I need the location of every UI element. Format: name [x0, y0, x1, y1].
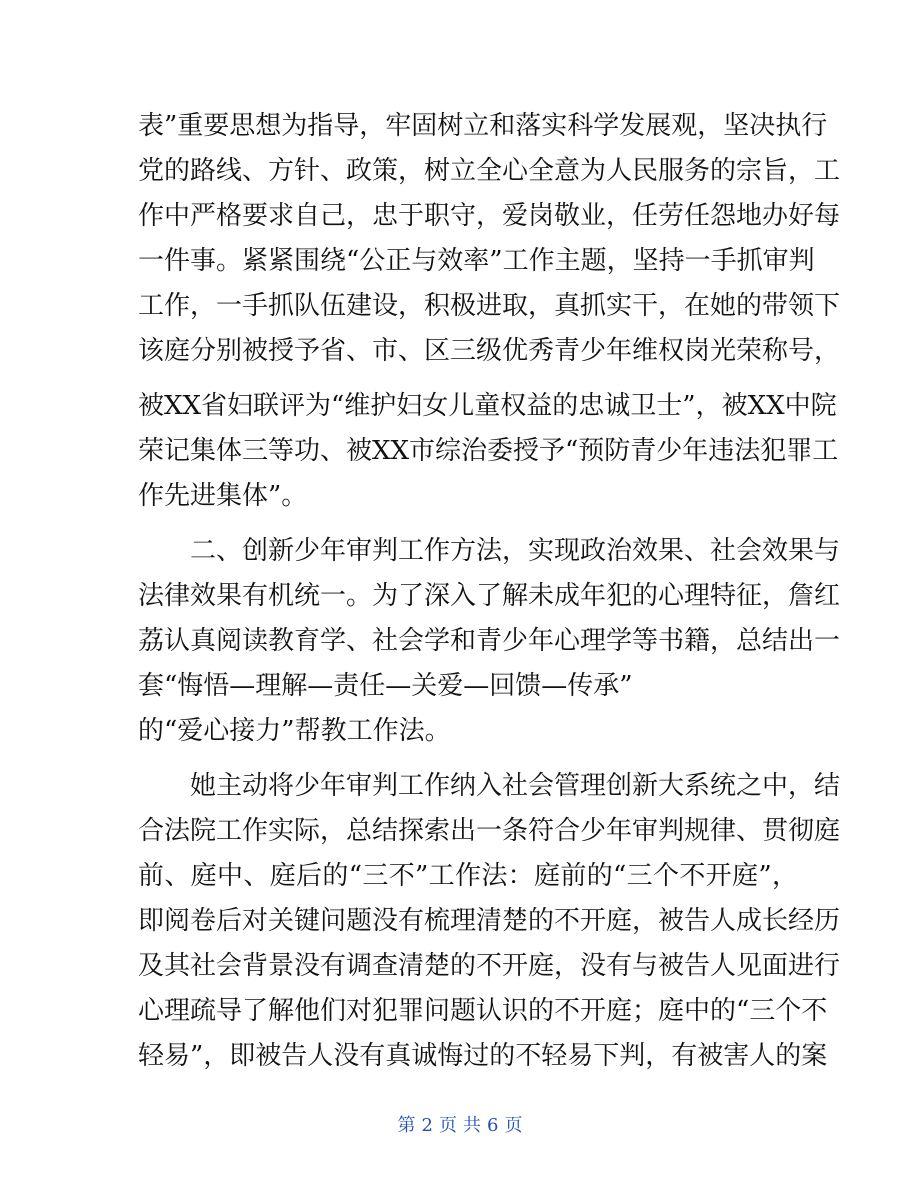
text-line: 一件事。紧紧围绕“公正与效率”工作主题，坚持一手抓审判 [138, 246, 815, 276]
text-line: 被XX省妇联评为“维护妇女儿童权益的忠诚卫士”，被XX中院 [138, 391, 837, 421]
text-line: 荣记集体三等功、被XX市综治委授予“预防青少年违法犯罪工 [138, 436, 839, 466]
footer-total-unit: 页 [504, 1115, 523, 1136]
text-line: 心理疏导了解他们对犯罪问题认识的不开庭；庭中的“三个不 [138, 996, 828, 1026]
text-line: 作先进集体”。 [138, 481, 308, 511]
text-line: 荔认真阅读教育学、社会学和青少年心理学等书籍，总结出一 [138, 626, 841, 656]
text-line: 作中严格要求自己，忠于职守，爱岗敬业，任劳任怨地办好每 [138, 201, 841, 231]
footer-page-number: 2 [421, 1115, 433, 1136]
text-line: 工作，一手抓队伍建设，积极进取，真抓实干，在她的带领下 [138, 291, 841, 321]
footer-page-unit: 页 [439, 1115, 457, 1136]
text-line: 即阅卷后对关键问题没有梳理清楚的不开庭，被告人成长经历 [138, 906, 841, 936]
text-line: 套“悔悟—理解—责任—关爱—回馈—传承” [138, 671, 633, 701]
text-line: 轻易”，即被告人没有真诚悔过的不轻易下判，有被害人的案 [138, 1041, 828, 1071]
text-line: 党的路线、方针、政策，树立全心全意为人民服务的宗旨，工 [138, 156, 841, 186]
text-line: 该庭分别被授予省、市、区三级优秀青少年维权岗光荣称号， [138, 336, 841, 366]
text-line: 及其社会背景没有调查清楚的不开庭，没有与被告人见面进行 [138, 951, 841, 981]
page-footer [0, 1115, 920, 1137]
text-line: 表”重要思想为指导，牢固树立和落实科学发展观，坚决执行 [138, 111, 828, 141]
text-line: 合法院工作实际，总结探索出一条符合少年审判规律、贯彻庭 [138, 816, 841, 846]
text-line: 的“爱心接力”帮教工作法。 [138, 716, 451, 746]
text-line: 法律效果有机统一。为了深入了解未成年犯的心理特征，詹红 [138, 581, 841, 611]
paragraph-heading-line: 二、创新少年审判工作方法，实现政治效果、社会效果与 [190, 536, 841, 566]
footer-total-pages: 6 [487, 1115, 499, 1136]
paragraph-first-line: 她主动将少年审判工作纳入社会管理创新大系统之中，结 [190, 771, 841, 801]
footer-page-prefix: 第 [397, 1115, 416, 1136]
footer-total-prefix: 共 [463, 1115, 481, 1136]
text-line: 前、庭中、庭后的“三不”工作法：庭前的“三个不开庭”， [138, 861, 798, 891]
